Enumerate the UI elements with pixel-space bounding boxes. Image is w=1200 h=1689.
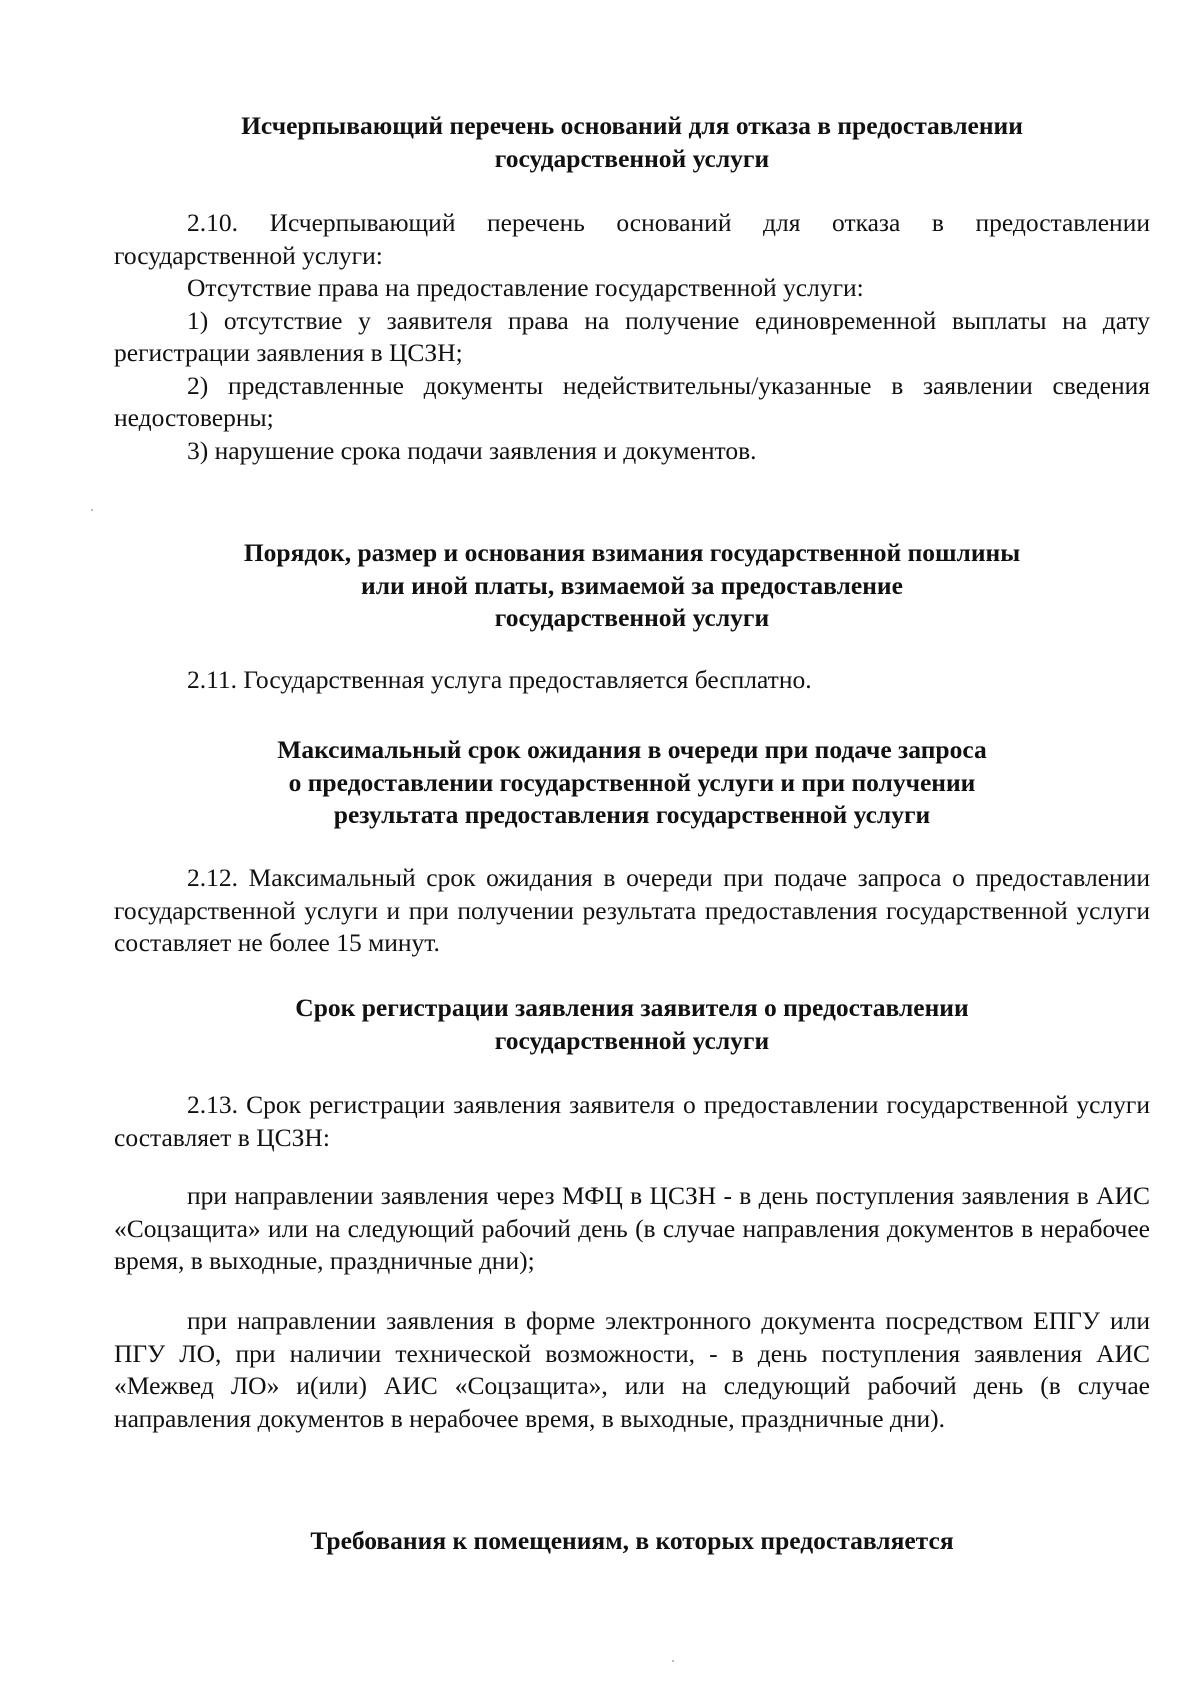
list-item: 2) представленные документы недействительны/указанные в заявлении сведения недостоверны;	[114, 370, 1150, 432]
section-2-13-epgu	[114, 1305, 1150, 1435]
list-item: 3) нарушение срока подачи заявления и документов.	[187, 435, 757, 465]
heading-line: результата предоставления государственной услуги	[333, 800, 931, 829]
heading-line: о предоставлении государственной услуги и при получении	[288, 767, 976, 797]
scan-speck	[91, 509, 93, 511]
list-item: 1) отсутствие у заявителя права на получение единовременной выплаты на дату регистрации заявления в ЦСЗН;	[114, 305, 1150, 367]
paragraph-2-13-epgu: при направлении заявления в форме электронного документа посредством ЕПГУ или ПГУ ЛО, при наличии технической возможности, - в день поступления заявления АИС «Межвед ЛО» и(или) АИС «Соцзащита», или на следующий рабочий день (в случае направления документов в нерабочее время, в выходные, праздничные дни).	[114, 1306, 1150, 1433]
paragraph-2-11: 2.11. Государственная услуга предоставляется бесплатно.	[187, 665, 812, 694]
paragraph-2-12: 2.12. Максимальный срок ожидания в очереди при подаче запроса о предоставлении государственной услуги и при получении результата предоставления государственной услуги составляет не более 15 минут.	[114, 863, 1150, 957]
section-2-13-mfc	[114, 1180, 1150, 1278]
section-2-11	[114, 664, 1150, 697]
paragraph-2-13-mfc: при направлении заявления через МФЦ в ЦСЗН - в день поступления заявления в АИС «Соцзащита» или на следующий рабочий день (в случае направления документов в нерабочее время, в выходные, праздничные дни);	[114, 1181, 1150, 1275]
heading-line: государственной услуги	[494, 1025, 770, 1055]
heading-line: государственной услуги	[494, 143, 770, 173]
heading-line: Срок регистрации заявления заявителя о предоставлении	[295, 993, 969, 1022]
heading-line: государственной услуги	[494, 603, 770, 632]
section-2-12	[114, 862, 1150, 960]
paragraph-2-13-intro: 2.13. Срок регистрации заявления заявителя о предоставлении государственной услуги составляет в ЦСЗН:	[114, 1090, 1150, 1152]
section-2-10	[114, 207, 1150, 467]
heading-line: Порядок, размер и основания взимания государственной пошлины	[243, 538, 1021, 567]
heading-refusal-grounds	[114, 110, 1150, 175]
heading-registration-term	[114, 992, 1150, 1057]
heading-line: Исчерпывающий перечень оснований для отказа в предоставлении	[241, 111, 1023, 140]
scan-speck	[672, 1660, 674, 1662]
heading-line: Требования к помещениям, в которых предоставляется	[310, 1526, 954, 1555]
heading-premises	[114, 1525, 1150, 1558]
heading-line: или иной платы, взимаемой за предоставление	[361, 570, 903, 600]
heading-fee	[114, 537, 1150, 635]
paragraph-2-10-intro: 2.10. Исчерпывающий перечень оснований для отказа в предоставлении государственной услуги:	[114, 208, 1150, 270]
section-2-13	[114, 1089, 1150, 1154]
heading-queue-time	[114, 734, 1150, 832]
paragraph-2-10-subhead: Отсутствие права на предоставление государственной услуги:	[187, 273, 864, 302]
heading-line: Максимальный срок ожидания в очереди при подаче запроса	[277, 735, 987, 764]
